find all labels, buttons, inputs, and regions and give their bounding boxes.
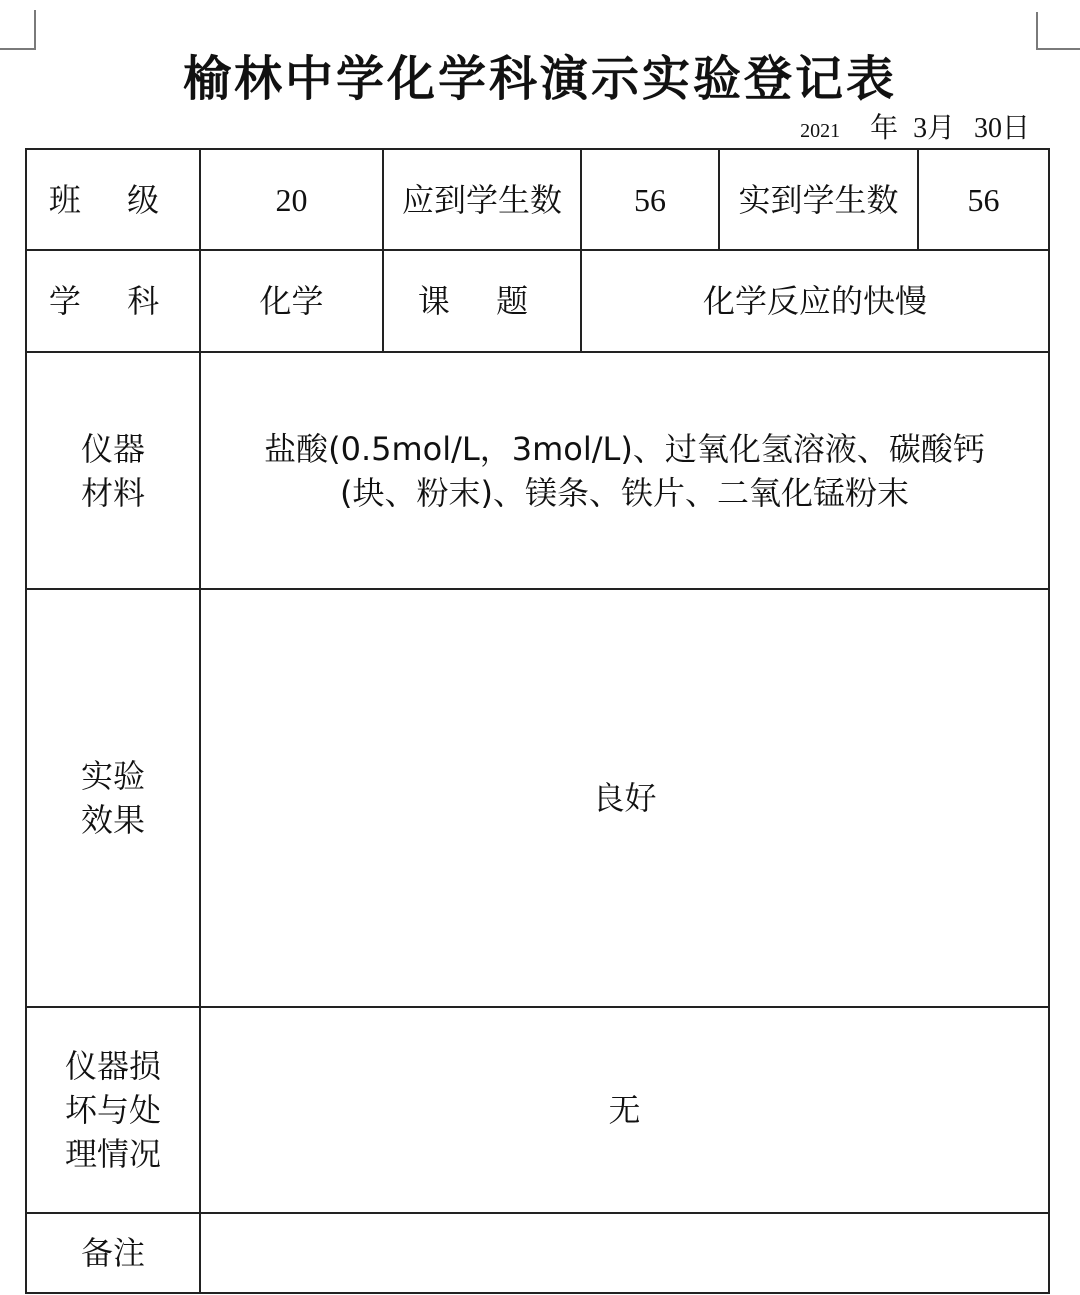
remarks-value	[200, 1213, 1049, 1293]
table-row-effect	[26, 589, 1049, 1007]
registration-table	[25, 148, 1050, 1294]
damage-value: 无	[200, 1007, 1049, 1213]
date-month: 3	[913, 113, 928, 144]
class-label-cell	[26, 149, 200, 250]
topic-label: 课 题	[417, 282, 547, 320]
table-row-class	[26, 149, 1049, 250]
effect-label	[26, 589, 200, 1007]
table-row-remarks	[26, 1213, 1049, 1293]
date-month-unit: 月	[927, 111, 956, 144]
effect-value: 良好	[200, 589, 1049, 1007]
date-year: 2021	[800, 120, 841, 142]
expected-students-value: 56	[581, 149, 719, 250]
class-value: 20	[200, 149, 383, 250]
materials-line-1: 盐酸(0.5mol/L，3mol/L)、过氧化氢溶液、碳酸钙	[264, 429, 985, 468]
document-title: 榆林中学化学科演示实验登记表	[182, 51, 897, 107]
date-year-unit: 年	[870, 111, 899, 144]
damage-label	[26, 1007, 200, 1213]
damage-label-line-1: 仪器损	[64, 1047, 161, 1085]
damage-label-line-3: 理情况	[64, 1135, 161, 1173]
table-row-damage	[26, 1007, 1049, 1213]
materials-label-line-1: 仪器	[80, 429, 145, 468]
subject-label-cell	[26, 250, 200, 352]
materials-label	[26, 352, 200, 589]
class-label: 班 级	[48, 180, 178, 219]
subject-value: 化学	[200, 250, 383, 352]
date-line	[800, 108, 1030, 148]
topic-label-cell	[383, 250, 581, 352]
remarks-label: 备注	[26, 1213, 200, 1293]
table-row-materials	[26, 352, 1049, 589]
expected-students-label: 应到学生数	[383, 149, 581, 250]
actual-students-value: 56	[918, 149, 1049, 250]
effect-label-line-1: 实验	[80, 757, 145, 795]
date-day: 30	[973, 113, 1002, 144]
damage-label-line-2: 坏与处	[64, 1091, 161, 1129]
materials-value	[200, 352, 1049, 589]
effect-label-line-2: 效果	[80, 801, 145, 839]
materials-label-line-2: 材料	[80, 473, 145, 512]
subject-label: 学 科	[48, 282, 178, 320]
topic-value: 化学反应的快慢	[581, 250, 1049, 352]
date-day-unit: 日	[1001, 111, 1030, 144]
actual-students-label: 实到学生数	[719, 149, 918, 250]
materials-line-2: (块、粉末)、镁条、铁片、二氧化锰粉末	[340, 473, 909, 512]
table-row-subject	[26, 250, 1049, 352]
